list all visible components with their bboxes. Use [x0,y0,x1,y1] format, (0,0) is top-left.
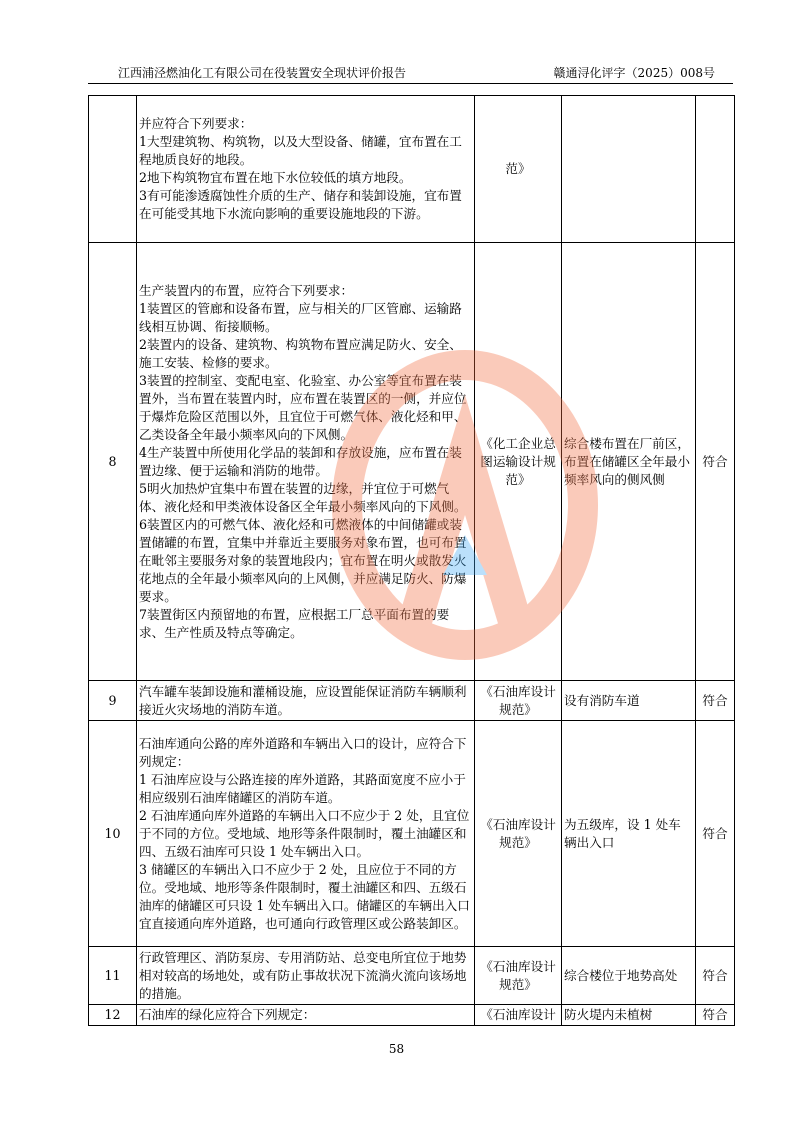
description-cell: 为五级库，设 1 处车辆出入口 [562,721,696,947]
requirement-line: 5明火加热炉宜集中布置在装置的边缘，并宜位于可燃气体、液化烃和甲类液体设备区全年最小频率风向的下风侧。 [139,480,467,514]
row-number: 9 [89,681,137,721]
requirement-line: 生产装置内的布置，应符合下列要求： [139,282,354,298]
table-row [89,1005,735,1026]
requirement-line: 3装置的控制室、变配电室、化验室、办公室等宜布置在装置外，当布置在装置内时，应布置在装置区的一侧，并应位于爆炸危险区范围以外，且宜位于可燃气体、液化烃和甲、乙类设备全年最小频率风向的下风侧。 [139,372,467,442]
table-row [89,243,735,681]
basis-cell: 《化工企业总图运输设计规范》 [475,243,562,681]
basis-cell: 《石油库设计规范》 [475,947,562,1005]
row-number: 10 [89,721,137,947]
table-row [89,721,735,947]
requirement-line: 行政管理区、消防泵房、专用消防站、总变电所宜位于地势相对较高的场地处，或有防止事故状况下流淌火流向该场地的措施。 [139,949,467,1001]
row-number: 8 [89,243,137,681]
requirement-line: 石油库通向公路的库外道路和车辆出入口的设计，应符合下列规定： [139,735,467,769]
table-row [89,681,735,721]
evaluation-table [88,95,735,1026]
description-cell: 设有消防车道 [562,681,696,721]
description-cell: 综合楼布置在厂前区，布置在储罐区全年最小频率风向的侧风侧 [562,243,696,681]
page-number: 58 [388,1042,405,1056]
requirement-cell [137,947,475,1005]
requirement-line: 3 储罐区的车辆出入口不应少于 2 处，且应位于不同的方位。受地域、地形等条件限制时，覆土油罐区和四、五级石油库的储罐区可只设 1 处车辆出入口。储罐区的车辆出入口宜直接通向库外道路，也可通向行政管理区或公路装卸区。 [139,861,470,931]
description-cell [562,96,696,243]
requirement-line: 6装置区内的可燃气体、液化烃和可燃液体的中间储罐或装置储罐的布置，宜集中并靠近主要服务对象布置，也可布置在毗邻主要服务对象的装置地段内；宜布置在明火或散发火花地点的全年最小频率风向的上风侧，并应满足防火、防爆要求。 [139,516,467,604]
report-title: 江西浦泾燃油化工有限公司在役装置安全现状评价报告 [118,66,407,80]
table-row [89,96,735,243]
requirement-cell [137,681,475,721]
result-cell: 符合 [696,1005,735,1026]
basis-cell: 《石油库设计规范》 [475,681,562,721]
requirement-line: 汽车罐车装卸设施和灌桶设施，应设置能保证消防车辆顺利接近火灾场地的消防车道。 [139,683,467,717]
table-row [89,947,735,1005]
result-cell: 符合 [696,947,735,1005]
requirement-line: 石油库的绿化应符合下列规定： [139,1007,316,1022]
requirement-cell [137,1005,475,1026]
row-number: 11 [89,947,137,1005]
result-cell [696,96,735,243]
requirement-line: 7装置街区内预留地的布置，应根据工厂总平面布置的要求、生产性质及特点等确定。 [139,606,450,640]
requirement-line: 2装置内的设备、建筑物、构筑物布置应满足防火、安全、施工安装、检修的要求。 [139,336,462,370]
requirement-line: 1 石油库应设与公路连接的库外道路，其路面宽度不应小于相应级别石油库储罐区的消防车道。 [139,771,466,805]
requirement-cell [137,721,475,947]
row-number [89,96,137,243]
row-number: 12 [89,1005,137,1026]
requirement-line: 1装置区的管廊和设备布置，应与相关的厂区管廊、运输路线相互协调、衔接顺畅。 [139,300,462,334]
requirement-line: 2地下构筑物宜布置在地下水位较低的填方地段。 [139,170,412,185]
requirement-line: 并应符合下列要求： [139,116,253,131]
basis-cell: 范》 [475,96,562,243]
requirement-line: 1大型建筑物、构筑物，以及大型设备、储罐，宜布置在工程地质良好的地段。 [139,134,462,167]
requirement-line: 3有可能渗透腐蚀性介质的生产、储存和装卸设施，宜布置在可能受其地下水流向影响的重要设施地段的下游。 [139,188,462,221]
requirement-cell [137,96,475,243]
basis-cell: 《石油库设计规范》 [475,721,562,947]
requirement-line: 4生产装置中所使用化学品的装卸和存放设施，应布置在装置边缘、便于运输和消防的地带。 [139,444,462,478]
description-cell: 防火堤内未植树 [562,1005,696,1026]
result-cell: 符合 [696,681,735,721]
result-cell: 符合 [696,243,735,681]
header-divider [88,83,733,84]
requirement-line: 2 石油库通向库外道路的车辆出入口不应少于 2 处，且宜位于不同的方位。受地域、地形等条件限制时，覆土油罐区和四、五级石油库可只设 1 处车辆出入口。 [139,807,470,859]
requirement-cell [137,243,475,681]
basis-cell: 《石油库设计 [475,1005,562,1026]
result-cell: 符合 [696,721,735,947]
page-header [118,64,715,82]
description-cell: 综合楼位于地势高处 [562,947,696,1005]
report-number: 赣通浔化评字（2025）008号 [553,66,715,80]
